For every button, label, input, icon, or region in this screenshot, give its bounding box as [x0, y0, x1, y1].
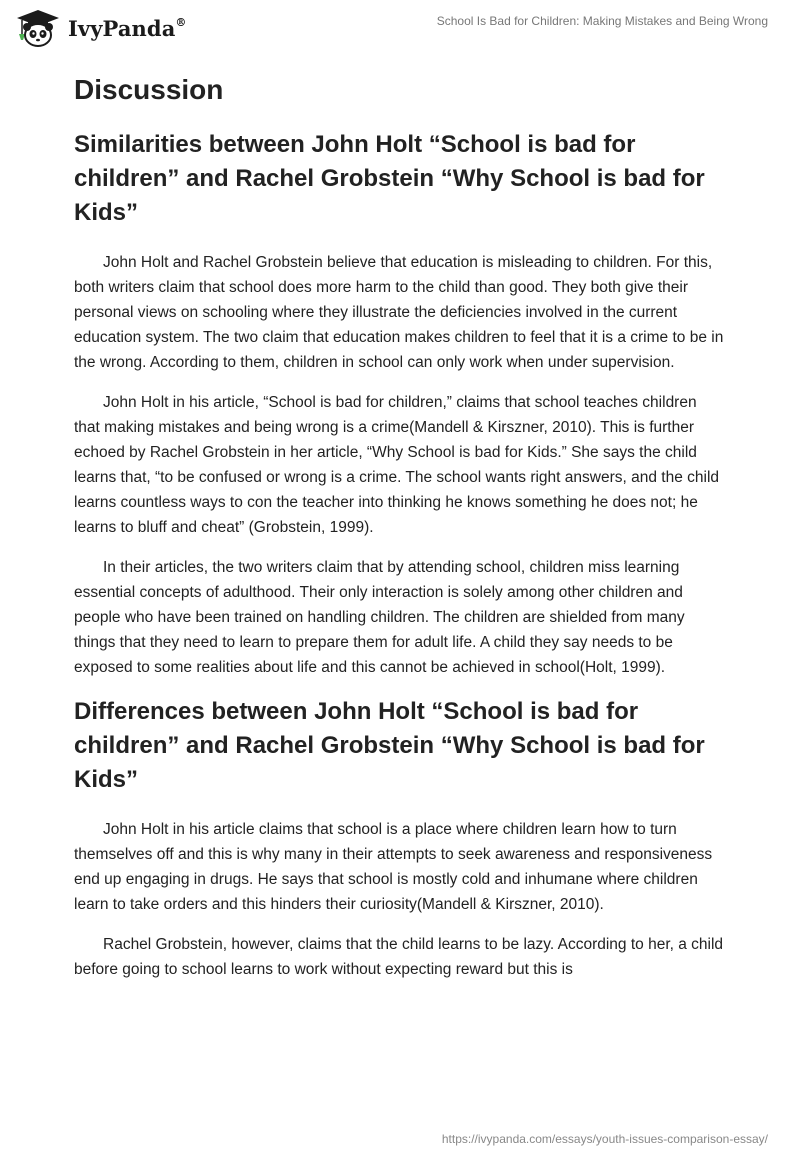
paragraph: John Holt in his article claims that school is a place where children learn how to turn themselves off and this is why many in their attempts to seek awareness and responsiveness end up engaging in drugs. He says that school is mostly cold and inhumane where children learn to take orders and this hinders their curiosity(Mandell & Kirszner, 2010).: [74, 821, 713, 913]
logo[interactable]: [14, 8, 187, 48]
paragraph: Rachel Grobstein, however, claims that the child learns to be lazy. According to her, a child before going to school learns to work without expecting reward but this is: [74, 936, 724, 978]
source-url[interactable]: https://ivypanda.com/essays/youth-issues-comparison-essay/: [441, 1132, 768, 1146]
paragraph: John Holt in his article, “School is bad for children,” claims that school teaches children that making mistakes and being wrong is a crime(Mandell & Kirszner, 2010). This is further echoed by Rachel Grobstein in her article, “Why School is bad for Kids.” She says the child learns that, “to be confused or wrong is a crime. The school wants right answers, and the child learns countless ways to con the teacher into thinking he knows something he does not; he learns to bluff and cheat” (Grobstein, 1999).: [74, 394, 720, 536]
section-title-similarities: Similarities between John Holt “School is bad for children” and Rachel Grobstein “Why School is bad for Kids”: [74, 131, 705, 226]
paragraph: In their articles, the two writers claim that by attending school, children miss learning essential concepts of adulthood. Their only interaction is solely among other children and people who have been trained on handling children. The children are shielded from many things that they need to learn to prepare them for adult life. A child they say needs to be exposed to some realities about life and this cannot be achieved in school(Holt, 1999).: [74, 559, 685, 676]
document-title: School Is Bad for Children: Making Mistakes and Being Wrong: [436, 14, 768, 28]
brand-name: IvyPanda®: [68, 15, 187, 41]
page-header: [0, 0, 800, 60]
panda-logo-icon: [14, 8, 62, 48]
paragraph: John Holt and Rachel Grobstein believe that education is misleading to children. For this, both writers claim that school does more harm to the child than good. They both give their personal views on schooling where they illustrate the deficiencies involved in the current education system. The two claim that education makes children to feel that it is a crime to be in the wrong. According to them, children in school can only work when under supervision.: [74, 254, 724, 371]
article-body: [74, 72, 726, 997]
page-heading: Discussion: [74, 74, 224, 105]
registered-mark: ®: [175, 15, 187, 29]
section-title-differences: Differences between John Holt “School is bad for children” and Rachel Grobstein “Why School is bad for Kids”: [74, 698, 705, 793]
